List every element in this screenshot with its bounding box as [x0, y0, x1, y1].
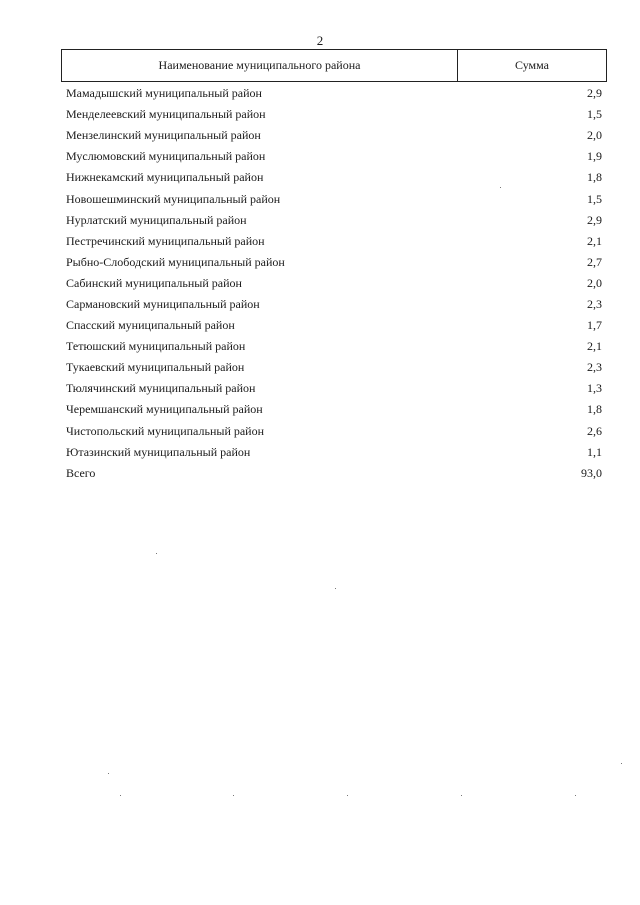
district-sum: 1,8 — [587, 402, 602, 417]
district-name: Пестречинский муниципальный район — [66, 233, 265, 248]
table-row — [66, 104, 602, 125]
total-sum: 93,0 — [581, 465, 602, 480]
district-sum: 1,3 — [587, 381, 602, 396]
district-name: Рыбно-Слободский муниципальный район — [66, 254, 285, 269]
district-sum: 2,3 — [587, 296, 602, 311]
table-row — [66, 83, 602, 104]
table-row — [66, 146, 602, 167]
table-row — [66, 252, 602, 273]
scan-speck — [575, 795, 576, 796]
district-sum: 2,1 — [587, 339, 602, 354]
district-name: Муслюмовский муниципальный район — [66, 149, 266, 164]
scan-speck — [156, 553, 157, 554]
scan-speck — [335, 588, 336, 589]
column-header-sum: Сумма — [515, 58, 549, 72]
scan-speck — [461, 795, 462, 796]
district-name: Тукаевский муниципальный район — [66, 360, 245, 375]
table-row — [66, 231, 602, 252]
district-name: Нижнекамский муниципальный район — [66, 170, 264, 185]
district-name: Тетюшский муниципальный район — [66, 339, 246, 354]
district-sum: 2,0 — [587, 275, 602, 290]
table-row — [66, 399, 602, 420]
scan-speck — [347, 795, 348, 796]
district-name: Новошешминский муниципальный район — [66, 191, 281, 206]
table-row — [66, 294, 602, 315]
table-row — [66, 442, 602, 463]
table-row — [66, 315, 602, 336]
district-name: Нурлатский муниципальный район — [66, 212, 247, 227]
table-row — [66, 125, 602, 146]
district-sum: 2,7 — [587, 254, 602, 269]
page-number: 2 — [316, 33, 324, 48]
district-sum: 2,9 — [587, 86, 602, 101]
table-body — [66, 83, 602, 484]
table-row — [66, 188, 602, 209]
district-name: Сабинский муниципальный район — [66, 275, 242, 290]
district-name: Мамадышский муниципальный район — [66, 86, 262, 101]
district-sum: 2,0 — [587, 128, 602, 143]
table-row — [66, 210, 602, 231]
table-row — [66, 336, 602, 357]
district-name: Менделеевский муниципальный район — [66, 107, 266, 122]
district-sum: 1,1 — [587, 444, 602, 459]
district-name: Тюлячинский муниципальный район — [66, 381, 256, 396]
district-name: Спасский муниципальный район — [66, 318, 235, 333]
scan-speck — [233, 795, 234, 796]
district-sum: 1,7 — [587, 318, 602, 333]
district-name: Мензелинский муниципальный район — [66, 128, 261, 143]
district-sum: 2,9 — [587, 212, 602, 227]
district-sum: 2,6 — [587, 423, 602, 438]
district-name: Чистопольский муниципальный район — [66, 423, 265, 438]
table-row — [66, 167, 602, 188]
scan-speck — [500, 187, 501, 188]
scan-speck — [621, 763, 622, 764]
district-name: Черемшанский муниципальный район — [66, 402, 263, 417]
scan-speck — [108, 773, 109, 774]
table-header — [61, 49, 607, 82]
total-label: Всего — [66, 465, 96, 480]
district-name: Ютазинский муниципальный район — [66, 444, 251, 459]
table-row — [66, 378, 602, 399]
column-header-name: Наименование муниципального района — [62, 50, 458, 81]
district-sum: 2,1 — [587, 233, 602, 248]
district-sum: 1,5 — [587, 107, 602, 122]
table-row — [66, 357, 602, 378]
table-row — [66, 421, 602, 442]
district-sum: 1,5 — [587, 191, 602, 206]
district-name: Сармановский муниципальный район — [66, 296, 260, 311]
total-row — [66, 463, 602, 484]
scan-speck — [120, 795, 121, 796]
district-sum: 2,3 — [587, 360, 602, 375]
district-sum: 1,9 — [587, 149, 602, 164]
table-row — [66, 273, 602, 294]
district-sum: 1,8 — [587, 170, 602, 185]
